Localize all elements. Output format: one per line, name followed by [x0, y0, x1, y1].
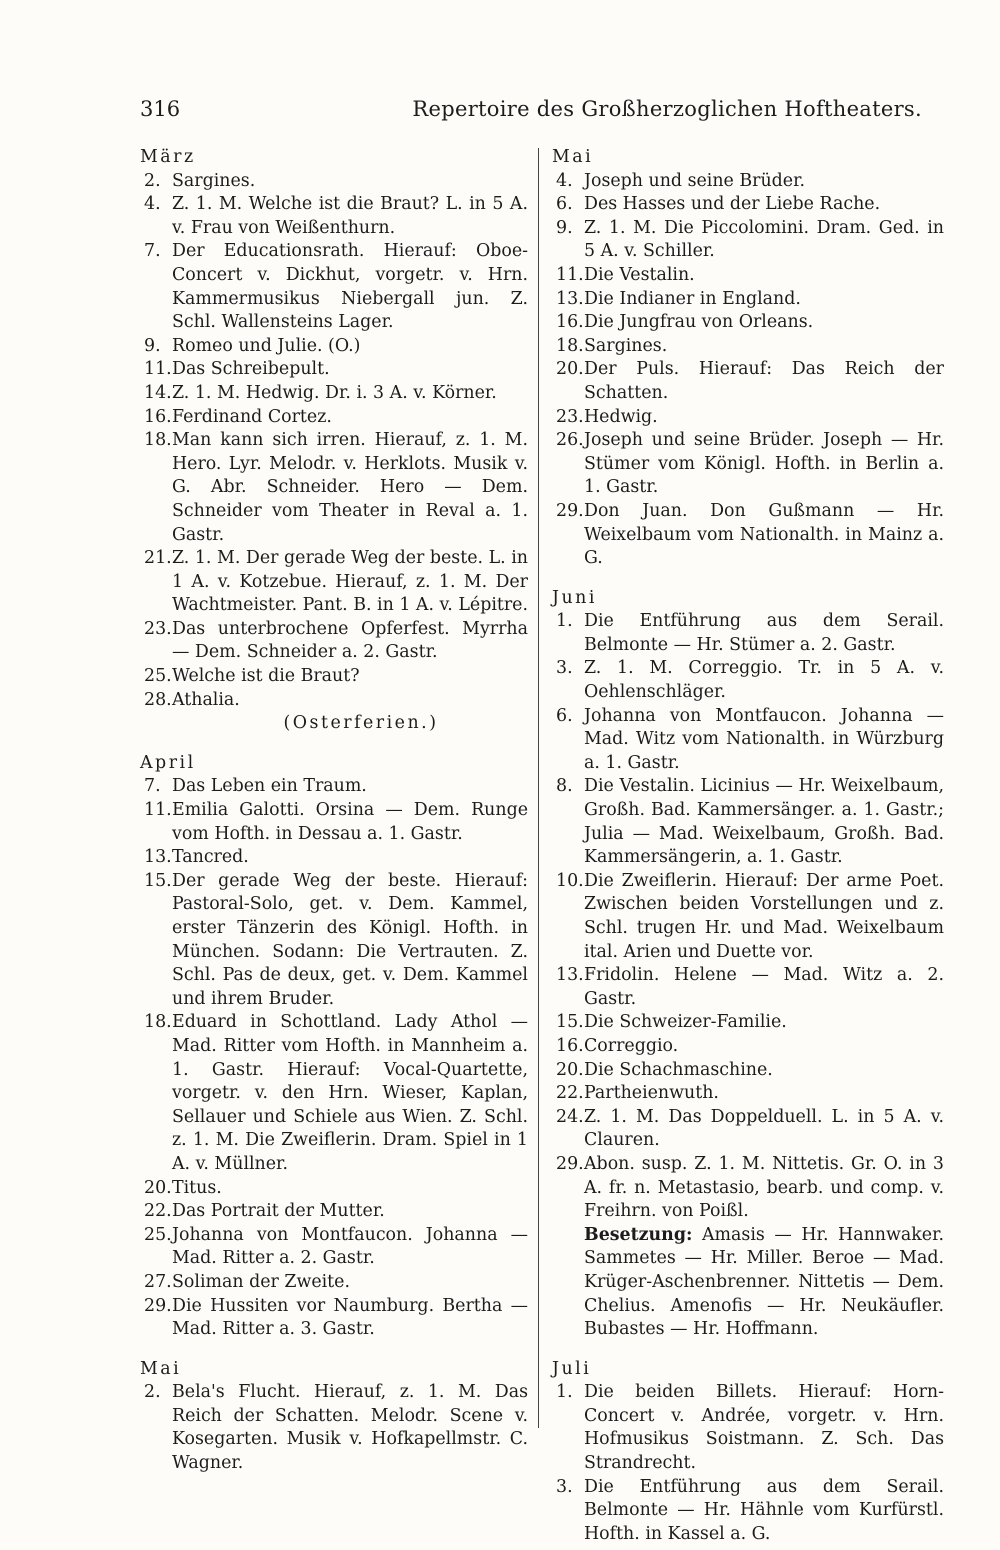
- entry-date: 20.: [556, 1059, 584, 1080]
- entry-text: Hedwig.: [584, 406, 658, 427]
- performance-entry: [552, 1476, 944, 1547]
- entry-date: 24.: [556, 1106, 584, 1127]
- entry-text: Die Entführung aus dem Serail. Belmonte — Hr. Stümer a. 2. Gastr.: [584, 611, 944, 655]
- entry-text: Fridolin. Helene — Mad. Witz a. 2. Gastr.: [584, 965, 944, 1009]
- performance-entry: [552, 311, 944, 335]
- performance-entry: [140, 240, 528, 334]
- entry-text: Das unterbrochene Opferfest. Myrrha — Dem. Schneider a. 2. Gastr.: [172, 618, 528, 663]
- performance-entry: [552, 500, 944, 571]
- section-note: (Osterferien.): [283, 713, 439, 734]
- entry-text: Die beiden Billets. Hierauf: Horn-Concert v. Andrée, vorgetr. v. Hrn. Hofmusikus Soistmann. Z. Sch. Das Strandrecht.: [584, 1382, 944, 1474]
- month-heading: Juli: [552, 1358, 592, 1379]
- entry-text: Soliman der Zweite.: [172, 1271, 350, 1292]
- performance-entry: [552, 705, 944, 776]
- entry-date: 1.: [556, 611, 573, 632]
- entry-date: 11.: [556, 264, 584, 285]
- entry-date: 15.: [144, 870, 172, 891]
- performance-entry: [140, 799, 528, 846]
- entry-date: 18.: [556, 335, 584, 356]
- entry-text: Z. 1. M. Die Piccolomini. Dram. Ged. in 5 A. v. Schiller.: [584, 217, 944, 262]
- entry-date: 26.: [556, 430, 584, 451]
- entry-date: 13.: [556, 288, 584, 309]
- entry-text: Die Zweiflerin. Hierauf: Der arme Poet. Zwischen beiden Vorstellungen und z. Schl. trugen Hr. und Mad. Weixelbaum ital. Arien und Duette vor.: [584, 870, 944, 962]
- entry-text: Das Portrait der Mutter.: [172, 1201, 385, 1222]
- entry-text: Z. 1. M. Das Doppelduell. L. in 5 A. v. Clauren.: [584, 1106, 944, 1151]
- entry-date: 3.: [556, 658, 573, 679]
- entry-text: Der gerade Weg der beste. Hierauf: Pastoral-Solo, get. v. Dem. Kammel, erster Tänzerin des Königl. Hofth. in München. Sodann: Die Vertrauten. Z. Schl. Pas de deux, get. v. Dem. Kammel und ihrem Bruder.: [172, 870, 528, 1009]
- column-divider: [538, 148, 539, 1428]
- entry-text: Johanna von Montfaucon. Johanna — Mad. Ritter a. 2. Gastr.: [172, 1224, 528, 1269]
- performance-entry: [140, 1295, 528, 1342]
- month-heading: Mai: [552, 147, 594, 167]
- entry-text: Der Puls. Hierauf: Das Reich der Schatten.: [584, 359, 944, 403]
- entry-date: 10.: [556, 870, 584, 891]
- entry-text: Athalia.: [172, 689, 240, 710]
- entry-date: 9.: [144, 335, 161, 356]
- entry-date: 18.: [144, 430, 172, 451]
- entry-text: Ferdinand Cortez.: [172, 406, 332, 427]
- entry-text: Romeo und Julie. (O.): [172, 335, 361, 356]
- performance-entry: [140, 1177, 528, 1201]
- entry-text: Das Leben ein Traum.: [172, 776, 367, 797]
- cast-label: Besetzung:: [584, 1224, 693, 1245]
- entry-date: 25.: [144, 666, 172, 687]
- entry-text: Titus.: [172, 1177, 222, 1198]
- entry-date: 13.: [144, 847, 172, 868]
- entry-date: 14.: [144, 382, 172, 403]
- entry-date: 6.: [556, 194, 573, 215]
- entry-text: Die Jungfrau von Orleans.: [584, 312, 814, 333]
- entry-text: Die Hussiten vor Naumburg. Bertha — Mad. Ritter a. 3. Gastr.: [172, 1295, 528, 1340]
- entry-text: Die Schweizer-Familie.: [584, 1012, 787, 1033]
- performance-entry: [552, 406, 944, 430]
- entry-text: Joseph und seine Brüder. Joseph — Hr. Stümer vom Königl. Hofth. in Berlin a. 1. Gastr.: [584, 430, 944, 498]
- entry-text: Welche ist die Braut?: [172, 666, 360, 687]
- performance-entry: [552, 964, 944, 1011]
- performance-entry: [552, 1381, 944, 1475]
- entry-date: 20.: [144, 1177, 172, 1198]
- entry-date: 23.: [144, 618, 172, 639]
- performance-entry: [552, 1035, 944, 1059]
- entry-text: Sargines.: [172, 170, 256, 191]
- entry-date: 3.: [556, 1476, 573, 1497]
- performance-entry: [140, 1200, 528, 1224]
- entry-date: 29.: [556, 1153, 584, 1174]
- performance-entry: [552, 1082, 944, 1106]
- entry-text: Z. 1. M. Hedwig. Dr. i. 3 A. v. Körner.: [172, 382, 497, 403]
- entry-text: Tancred.: [172, 847, 249, 868]
- running-title: Repertoire des Großherzoglichen Hoftheaters.: [412, 97, 922, 121]
- performance-entry: [140, 1271, 528, 1295]
- page-number: 316: [140, 97, 181, 121]
- performance-entry: [140, 429, 528, 547]
- entry-date: 29.: [556, 500, 584, 521]
- entry-date: 13.: [556, 965, 584, 986]
- entry-text: Des Hasses und der Liebe Rache.: [584, 194, 881, 215]
- entry-text: Eduard in Schottland. Lady Athol — Mad. Ritter vom Hofth. in Mannheim a. 1. Gastr. Hierauf: Vocal-Quartette, vorgetr. v. den Hrn. Wieser, Kaplan, Sellauer und Schiele aus Wien. Z. Schl. z. 1. M. Die Zweiflerin. Dram. Spiel in 1 A. v. Müllner.: [172, 1012, 528, 1174]
- performance-entry: [552, 429, 944, 500]
- entry-date: 15.: [556, 1012, 584, 1033]
- entry-text: Die Vestalin. Licinius — Hr. Weixelbaum, Großh. Bad. Kammersänger. a. 1. Gastr.; Julia — Mad. Weixelbaum, Großh. Bad. Kammersängerin, a. 1. Gastr.: [584, 776, 944, 868]
- entry-date: 2.: [144, 170, 161, 191]
- performance-entry: [552, 1059, 944, 1083]
- entry-date: 1.: [556, 1382, 573, 1403]
- performance-entry: [140, 193, 528, 240]
- entry-text: Joseph und seine Brüder.: [584, 170, 806, 191]
- entry-date: 27.: [144, 1271, 172, 1292]
- entry-date: 16.: [144, 406, 172, 427]
- entry-date: 18.: [144, 1012, 172, 1033]
- entry-date: 22.: [556, 1083, 584, 1104]
- entry-date: 28.: [144, 689, 172, 710]
- month-heading: Mai: [140, 1358, 182, 1379]
- performance-entry: [552, 1153, 944, 1224]
- performance-entry: [552, 193, 944, 217]
- performance-entry: [140, 335, 528, 359]
- entry-date: 25.: [144, 1224, 172, 1245]
- performance-entry: [552, 335, 944, 359]
- entry-date: 20.: [556, 359, 584, 380]
- entry-date: 16.: [556, 312, 584, 333]
- entry-text: Z. 1. M. Der gerade Weg der beste. L. in 1 A. v. Kotzebue. Hierauf, z. 1. M. Der Wachtmeister. Pant. B. in 1 A. v. Lépitre.: [172, 548, 529, 616]
- performance-entry: [140, 775, 528, 799]
- month-heading: Juni: [552, 587, 597, 608]
- performance-entry: [140, 170, 528, 194]
- entry-text: Die Entführung aus dem Serail. Belmonte — Hr. Hähnle vom Kurfürstl. Hofth. in Kassel a. G.: [584, 1476, 944, 1544]
- entry-date: 6.: [556, 705, 573, 726]
- performance-entry: [140, 358, 528, 382]
- entry-date: 11.: [144, 800, 172, 821]
- cast-list: [552, 1224, 944, 1342]
- entry-text: Emilia Galotti. Orsina — Dem. Runge vom Hofth. in Dessau a. 1. Gastr.: [172, 800, 528, 844]
- entry-date: 4.: [556, 170, 573, 191]
- performance-entry: [552, 170, 944, 194]
- performance-entry: [552, 288, 944, 312]
- performance-entry: [140, 665, 528, 689]
- entry-date: 23.: [556, 406, 584, 427]
- entry-text: Don Juan. Don Gußmann — Hr. Weixelbaum vom Nationalth. in Mainz a. G.: [584, 500, 944, 569]
- performance-entry: [140, 547, 528, 618]
- entry-text: Das Schreibepult.: [172, 359, 330, 380]
- performance-entry: [552, 217, 944, 264]
- entry-date: 16.: [556, 1035, 584, 1056]
- entry-date: 7.: [144, 241, 161, 262]
- right-column: [552, 146, 944, 1546]
- left-column: [140, 146, 528, 1476]
- entry-date: 29.: [144, 1295, 172, 1316]
- performance-entry: [140, 1224, 528, 1271]
- entry-text: Z. 1. M. Correggio. Tr. in 5 A. v. Oehlenschläger.: [584, 658, 944, 703]
- entry-text: Bela's Flucht. Hierauf, z. 1. M. Das Reich der Schatten. Melodr. Scene v. Kosegarten. Musik v. Hofkapellmstr. C. Wagner.: [172, 1382, 528, 1474]
- performance-entry: [552, 1106, 944, 1153]
- performance-entry: [140, 1011, 528, 1176]
- entry-date: 22.: [144, 1201, 172, 1222]
- performance-entry: [140, 870, 528, 1012]
- performance-entry: [140, 406, 528, 430]
- entry-text: Correggio.: [584, 1035, 679, 1056]
- entry-text: Partheienwuth.: [584, 1083, 719, 1104]
- entry-date: 11.: [144, 359, 172, 380]
- entry-date: 8.: [556, 776, 573, 797]
- entry-date: 21.: [144, 548, 172, 569]
- entry-text: Die Schachmaschine.: [584, 1059, 773, 1080]
- entry-text: Sargines.: [584, 335, 668, 356]
- entry-text: Abon. susp. Z. 1. M. Nittetis. Gr. O. in 3 A. fr. n. Metastasio, bearb. und comp. v. Freihrn. von Poißl.: [584, 1153, 944, 1222]
- performance-entry: [140, 689, 528, 713]
- performance-entry: [552, 775, 944, 869]
- page-header: [140, 94, 940, 124]
- entry-text: Z. 1. M. Welche ist die Braut? L. in 5 A. v. Frau von Weißenthurn.: [172, 194, 528, 238]
- entry-date: 4.: [144, 194, 161, 215]
- performance-entry: [140, 382, 528, 406]
- performance-entry: [140, 618, 528, 665]
- cast-text: Amasis — Hr. Hannwaker. Sammetes — Hr. Miller. Beroe — Mad. Krüger-Aschenbrenner. Nittetis — Dem. Chelius. Amenofis — Hr. Neukäufler. Bubastes — Hr. Hoffmann.: [584, 1224, 944, 1340]
- performance-entry: [552, 610, 944, 657]
- entry-date: 2.: [144, 1382, 161, 1403]
- entry-text: Die Vestalin.: [584, 264, 695, 285]
- performance-entry: [552, 358, 944, 405]
- entry-text: Johanna von Montfaucon. Johanna — Mad. Witz vom Nationalth. in Würzburg a. 1. Gastr.: [584, 705, 944, 773]
- entry-text: Man kann sich irren. Hierauf, z. 1. M. Hero. Lyr. Melodr. v. Herklots. Musik v. G. Abr. Schneider. Hero — Dem. Schneider vom Theater in Reval a. 1. Gastr.: [172, 430, 528, 545]
- entry-date: 9.: [556, 217, 573, 238]
- performance-entry: [552, 870, 944, 964]
- performance-entry: [552, 264, 944, 288]
- performance-entry: [140, 846, 528, 870]
- entry-date: 7.: [144, 776, 161, 797]
- month-heading: März: [140, 147, 196, 167]
- entry-text: Der Educationsrath. Hierauf: Oboe-Concert v. Dickhut, vorgetr. v. Hrn. Kammermusikus Niebergall jun. Z. Schl. Wallensteins Lager.: [172, 241, 528, 333]
- entry-text: Die Indianer in England.: [584, 288, 801, 309]
- month-heading: April: [140, 752, 196, 773]
- performance-entry: [552, 657, 944, 704]
- performance-entry: [140, 1381, 528, 1475]
- performance-entry: [552, 1011, 944, 1035]
